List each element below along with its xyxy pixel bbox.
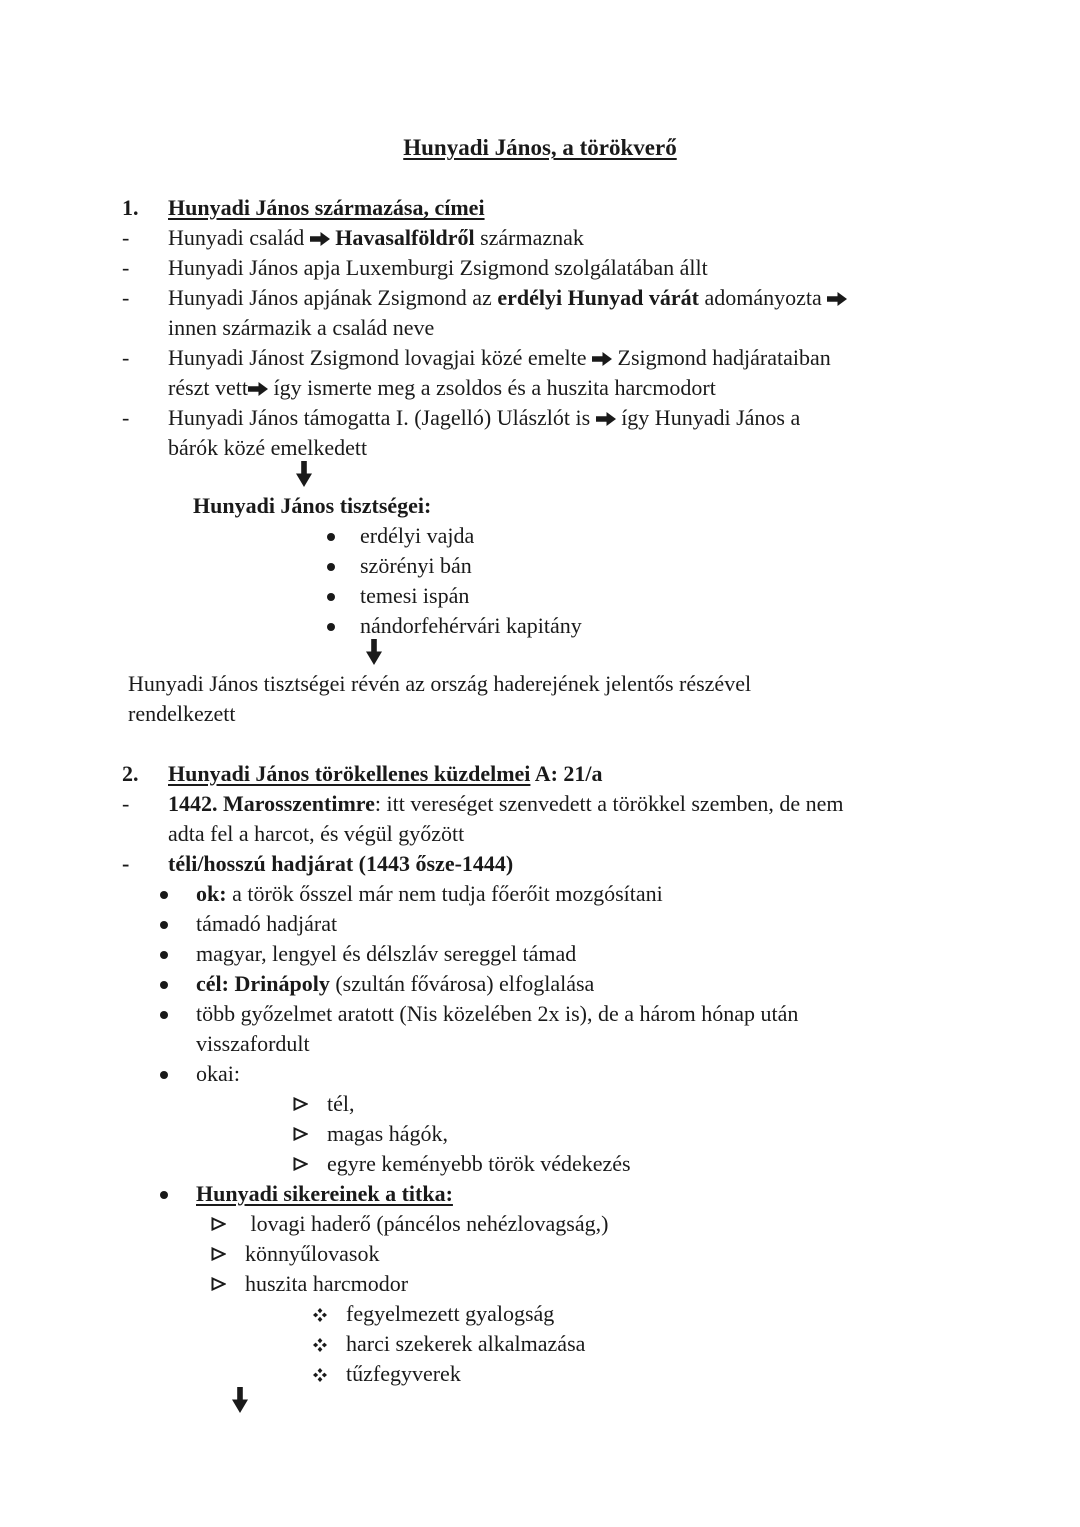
text-run: Hunyadi János apja Luxemburgi Zsigmond szolgálatában állt bbox=[168, 255, 708, 280]
line-text bbox=[245, 1269, 408, 1299]
doc-line bbox=[0, 521, 1080, 551]
text-run: Havasalföldről bbox=[335, 225, 475, 250]
arrowhead-marker bbox=[293, 1157, 308, 1171]
text-run: így ismerte meg a zsoldos és a huszita harcmodort bbox=[268, 375, 716, 400]
doc-line bbox=[0, 699, 1080, 729]
text-run: nándorfehérvári kapitány bbox=[360, 613, 582, 638]
dash-marker: - bbox=[122, 791, 130, 816]
text-run: huszita harcmodor bbox=[245, 1271, 409, 1296]
right-arrow-icon bbox=[827, 292, 847, 306]
dash-marker: - bbox=[122, 285, 130, 310]
arrowhead-marker bbox=[293, 1127, 308, 1141]
diamond-bullet-icon bbox=[313, 1338, 327, 1352]
line-text bbox=[168, 789, 843, 819]
dash-marker: - bbox=[122, 405, 130, 430]
text-run: Hunyadi János apjának Zsigmond az bbox=[168, 285, 498, 310]
doc-line bbox=[0, 223, 1080, 253]
text-run: 1442. Marosszentimre bbox=[168, 791, 375, 816]
doc-line bbox=[0, 849, 1080, 879]
text-run: temesi ispán bbox=[360, 583, 470, 608]
text-run: könnyűlovasok bbox=[245, 1241, 380, 1266]
arrowhead-bullet-icon bbox=[293, 1157, 308, 1171]
doc-line bbox=[0, 909, 1080, 939]
text-run: adományozta bbox=[698, 285, 828, 310]
doc-line bbox=[0, 403, 1080, 433]
line-text bbox=[168, 819, 464, 849]
text-run: Hunyadi János támogatta I. (Jagelló) Ulászlót is bbox=[168, 405, 596, 430]
doc-line bbox=[0, 819, 1080, 849]
line-text bbox=[327, 1119, 448, 1149]
diamond-bullet-icon bbox=[313, 1368, 327, 1382]
text-run: bárók közé emelkedett bbox=[168, 435, 368, 460]
text-run: (szultán fővárosa) elfoglalása bbox=[329, 971, 595, 996]
doc-line bbox=[0, 1209, 1080, 1239]
text-run: részt vett bbox=[168, 375, 249, 400]
text-run: Hunyadi Jánost Zsigmond lovagjai közé emelte bbox=[168, 345, 593, 370]
doc-line bbox=[0, 1329, 1080, 1359]
line-text bbox=[168, 253, 708, 283]
right-arrow-icon bbox=[592, 352, 612, 366]
doc-line bbox=[0, 879, 1080, 909]
text-run: : itt vereséget szenvedett a törökkel szemben, de nem bbox=[374, 791, 844, 816]
line-text bbox=[327, 1149, 631, 1179]
doc-line bbox=[0, 1029, 1080, 1059]
arrowhead-marker bbox=[293, 1097, 308, 1111]
line-text bbox=[168, 849, 513, 879]
line-text bbox=[196, 939, 576, 969]
line-text bbox=[196, 1059, 240, 1089]
dash-marker: - bbox=[122, 225, 130, 250]
bullet-marker bbox=[160, 981, 168, 989]
line-text bbox=[360, 581, 469, 611]
down-arrow-line bbox=[0, 461, 1080, 491]
arrowhead-bullet-icon bbox=[293, 1127, 308, 1141]
text-run: így Hunyadi János a bbox=[615, 405, 801, 430]
doc-line bbox=[0, 759, 1080, 789]
doc-line bbox=[0, 581, 1080, 611]
arrowhead-bullet-icon bbox=[211, 1277, 226, 1291]
line-text bbox=[327, 1089, 355, 1119]
doc-line bbox=[0, 969, 1080, 999]
right-arrow-icon bbox=[596, 412, 616, 426]
dash-marker: - bbox=[122, 851, 130, 876]
text-run: okai: bbox=[196, 1061, 240, 1086]
text-run: innen származik a család neve bbox=[168, 315, 435, 340]
text-run: Hunyadi család bbox=[168, 225, 310, 250]
text-run: származnak bbox=[474, 225, 584, 250]
arrowhead-marker bbox=[211, 1217, 226, 1231]
text-run: erdélyi Hunyad várát bbox=[497, 285, 699, 310]
doc-line bbox=[0, 1059, 1080, 1089]
text-run: Hunyadi János tisztségei: bbox=[193, 493, 432, 518]
doc-line bbox=[0, 1119, 1080, 1149]
doc-line bbox=[0, 253, 1080, 283]
diamond-marker bbox=[313, 1338, 327, 1352]
line-text bbox=[168, 759, 603, 789]
text-run: több győzelmet aratott (Nis közelében 2x is), de a három hónap után bbox=[196, 1001, 799, 1026]
text-run: magyar, lengyel és délszláv sereggel támad bbox=[196, 941, 577, 966]
diamond-marker bbox=[313, 1368, 327, 1382]
text-run: tél, bbox=[327, 1091, 355, 1116]
doc-line bbox=[0, 491, 1080, 521]
arrowhead-bullet-icon bbox=[293, 1097, 308, 1111]
doc-line bbox=[0, 373, 1080, 403]
doc-line bbox=[0, 313, 1080, 343]
line-text bbox=[193, 491, 431, 521]
arrowhead-bullet-icon bbox=[211, 1247, 226, 1261]
down-arrow-icon bbox=[366, 639, 382, 665]
line-text bbox=[196, 969, 594, 999]
doc-line bbox=[0, 433, 1080, 463]
line-text bbox=[168, 403, 800, 433]
line-text bbox=[168, 373, 716, 403]
text-run: tűzfegyverek bbox=[346, 1361, 461, 1386]
doc-line bbox=[0, 1239, 1080, 1269]
text-run: rendelkezett bbox=[128, 701, 236, 726]
document-title bbox=[0, 133, 1080, 163]
line-text bbox=[196, 909, 337, 939]
line-text bbox=[360, 521, 474, 551]
down-arrow-marker bbox=[366, 639, 382, 665]
line-text bbox=[196, 1029, 310, 1059]
title-spacer bbox=[0, 163, 1080, 193]
bullet-marker bbox=[327, 593, 335, 601]
bullet-marker bbox=[160, 1011, 168, 1019]
line-text bbox=[346, 1359, 461, 1389]
down-arrow-icon bbox=[232, 1387, 248, 1413]
down-arrow-marker bbox=[232, 1387, 248, 1413]
doc-line bbox=[0, 669, 1080, 699]
text-run: visszafordult bbox=[196, 1031, 310, 1056]
line-text bbox=[360, 611, 582, 641]
down-arrow-line bbox=[0, 639, 1080, 669]
doc-line bbox=[0, 343, 1080, 373]
line-text bbox=[128, 669, 751, 699]
line-text bbox=[128, 699, 236, 729]
doc-line bbox=[0, 283, 1080, 313]
down-arrow-line bbox=[0, 1387, 1080, 1417]
right-arrow-icon bbox=[248, 382, 268, 396]
number-marker: 2. bbox=[122, 761, 139, 786]
line-text bbox=[168, 433, 367, 463]
dash-marker: - bbox=[122, 255, 130, 280]
bullet-marker bbox=[160, 1071, 168, 1079]
text-run: fegyelmezett gyalogság bbox=[346, 1301, 555, 1326]
text-run: Zsigmond hadjárataiban bbox=[612, 345, 831, 370]
text-run: adta fel a harcot, és végül győzött bbox=[168, 821, 465, 846]
doc-line bbox=[0, 1299, 1080, 1329]
line-text bbox=[168, 313, 434, 343]
bullet-marker bbox=[160, 921, 168, 929]
text-run: támadó hadjárat bbox=[196, 911, 338, 936]
doc-line bbox=[0, 1179, 1080, 1209]
line-text bbox=[245, 1239, 379, 1269]
text-run: ok: bbox=[196, 881, 227, 906]
page-title: Hunyadi János, a törökverő bbox=[403, 135, 677, 160]
doc-line bbox=[0, 551, 1080, 581]
text-run: Hunyadi János törökellenes küzdelmei bbox=[168, 761, 531, 786]
text-run: téli/hosszú hadjárat (1443 ősze-1444) bbox=[168, 851, 514, 876]
document-body bbox=[0, 193, 1080, 1417]
diamond-bullet-icon bbox=[313, 1308, 327, 1322]
doc-line bbox=[0, 1149, 1080, 1179]
right-arrow-icon bbox=[310, 232, 330, 246]
bullet-marker bbox=[327, 533, 335, 541]
down-arrow-icon bbox=[296, 461, 312, 487]
arrowhead-marker bbox=[211, 1277, 226, 1291]
line-text bbox=[196, 879, 663, 909]
text-run: lovagi haderő (páncélos nehézlovagság,) bbox=[245, 1211, 609, 1236]
text-run: Hunyadi János tisztségei révén az ország haderejének jelentős részével bbox=[128, 671, 752, 696]
line-text bbox=[346, 1299, 554, 1329]
line-text bbox=[360, 551, 472, 581]
line-text bbox=[196, 1179, 453, 1209]
text-run: magas hágók, bbox=[327, 1121, 448, 1146]
bullet-marker bbox=[327, 623, 335, 631]
number-marker: 1. bbox=[122, 195, 139, 220]
line-text bbox=[168, 283, 847, 313]
doc-line bbox=[0, 1269, 1080, 1299]
text-run: harci szekerek alkalmazása bbox=[346, 1331, 586, 1356]
bullet-marker bbox=[160, 951, 168, 959]
text-run: egyre keményebb török védekezés bbox=[327, 1151, 631, 1176]
text-run: Hunyadi János származása, címei bbox=[168, 195, 485, 220]
doc-line bbox=[0, 789, 1080, 819]
doc-line bbox=[0, 611, 1080, 641]
bullet-marker bbox=[327, 563, 335, 571]
line-text bbox=[168, 343, 831, 373]
arrowhead-marker bbox=[211, 1247, 226, 1261]
line-text bbox=[168, 193, 485, 223]
bullet-marker bbox=[160, 891, 168, 899]
text-run: cél: Drinápoly bbox=[196, 971, 330, 996]
blank-line bbox=[0, 729, 1080, 759]
text-run: a török ősszel már nem tudja főerőit mozgósítani bbox=[226, 881, 663, 906]
line-text bbox=[168, 223, 584, 253]
doc-line bbox=[0, 1359, 1080, 1389]
text-run: A: 21/a bbox=[530, 761, 603, 786]
text-run: erdélyi vajda bbox=[360, 523, 475, 548]
line-text bbox=[245, 1209, 608, 1239]
text-run: szörényi bán bbox=[360, 553, 472, 578]
line-text bbox=[346, 1329, 585, 1359]
doc-line bbox=[0, 999, 1080, 1029]
doc-line bbox=[0, 193, 1080, 223]
dash-marker: - bbox=[122, 345, 130, 370]
diamond-marker bbox=[313, 1308, 327, 1322]
doc-line bbox=[0, 939, 1080, 969]
line-text bbox=[196, 999, 798, 1029]
down-arrow-marker bbox=[296, 461, 312, 487]
doc-line bbox=[0, 1089, 1080, 1119]
text-run: Hunyadi sikereinek a titka: bbox=[196, 1181, 453, 1206]
arrowhead-bullet-icon bbox=[211, 1217, 226, 1231]
bullet-marker bbox=[160, 1191, 168, 1199]
